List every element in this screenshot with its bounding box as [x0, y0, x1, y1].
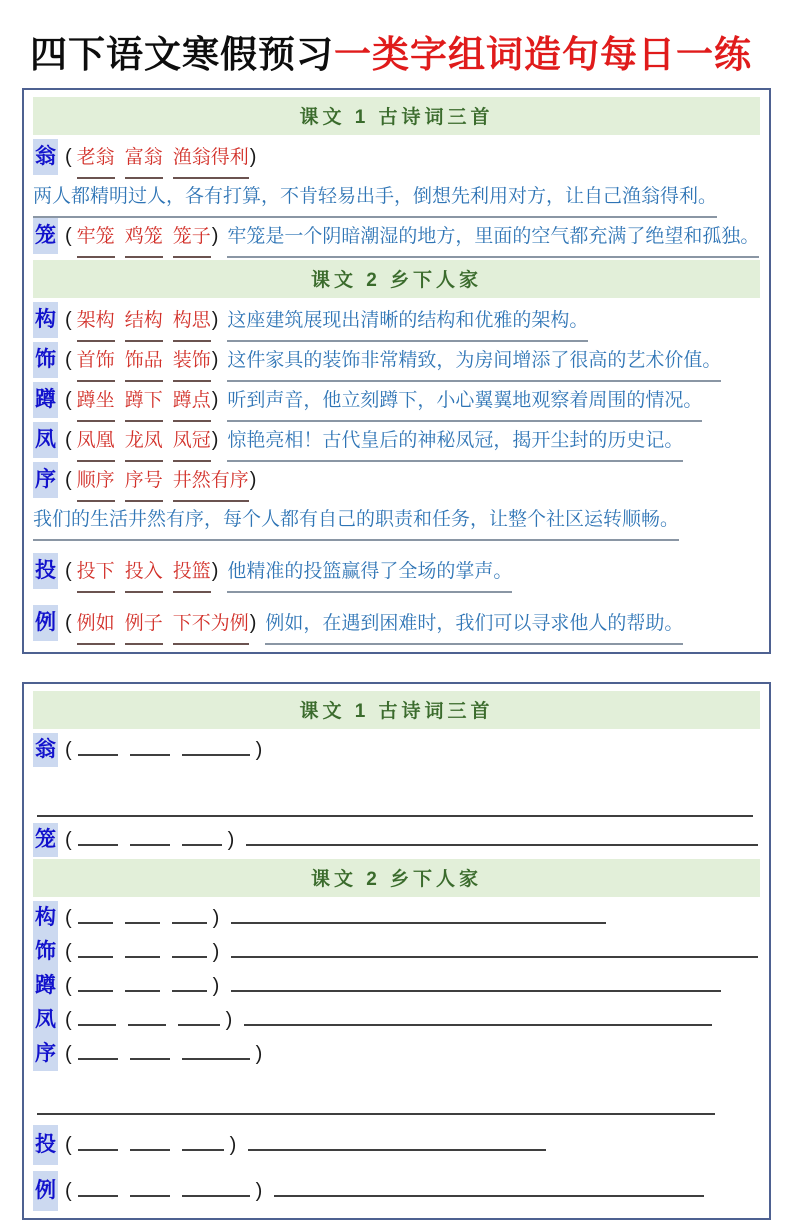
answer-blank[interactable]: [78, 1045, 118, 1060]
answer-blank[interactable]: [182, 1136, 224, 1151]
answer-blank[interactable]: [182, 1045, 250, 1060]
example-word: 结构: [125, 303, 163, 342]
answer-blank[interactable]: [125, 943, 160, 958]
section-header-lesson1: 课文 1 古诗词三首: [33, 97, 760, 135]
paren-close: ): [211, 560, 219, 582]
example-sentence: 例如，在遇到困难时，我们可以寻求他人的帮助。: [265, 606, 683, 645]
target-char: 例: [33, 1171, 58, 1211]
example-word: 凤冠: [173, 423, 211, 462]
paren-open: (: [65, 1180, 72, 1202]
sentence-write-line[interactable]: [248, 1135, 546, 1151]
paren-open: (: [65, 612, 72, 634]
practice-sheet-box: [22, 682, 771, 1220]
example-word: 凤凰: [77, 423, 115, 462]
answer-blank[interactable]: [78, 977, 113, 992]
example-sentence: 惊艳亮相！古代皇后的神秘凤冠，揭开尘封的历史记。: [227, 423, 683, 462]
example-word: 投篮: [173, 554, 211, 593]
example-word: 笼子: [173, 219, 211, 258]
example-word: 牢笼: [77, 219, 115, 258]
paren-open: (: [65, 429, 72, 451]
practice-row-feng: [31, 1003, 762, 1037]
example-sentence: 两人都精明过人，各有打算，不肯轻易出手，倒想先利用对方，让自己渔翁得利。: [33, 179, 717, 218]
target-char: 序: [33, 1037, 58, 1071]
target-char: 凤: [33, 422, 58, 458]
practice-row-tou: [31, 1125, 762, 1165]
target-char: 笼: [33, 218, 58, 254]
paren-close: ): [211, 349, 219, 371]
target-char: 饰: [33, 342, 58, 378]
example-word: 架构: [77, 303, 115, 342]
example-sentence-row: [31, 179, 762, 218]
example-sentence: 这座建筑展现出清晰的结构和优雅的架构。: [227, 303, 588, 342]
answer-blank[interactable]: [78, 1136, 118, 1151]
filled-sheet-box: [22, 88, 771, 654]
sentence-write-line[interactable]: [274, 1181, 704, 1197]
paren-open: (: [65, 739, 72, 761]
paren-close: ): [255, 739, 263, 761]
section-header-lesson2: 课文 2 乡下人家: [33, 859, 760, 897]
target-char: 蹲: [33, 382, 58, 418]
answer-blank[interactable]: [178, 1011, 220, 1026]
paren-open: (: [65, 225, 72, 247]
paren-close: ): [249, 146, 257, 168]
entry-row-shi: [31, 342, 762, 382]
target-char: 蹲: [33, 969, 58, 1003]
example-sentence: 听到声音，他立刻蹲下，小心翼翼地观察着周围的情况。: [227, 383, 702, 422]
target-char: 饰: [33, 935, 58, 969]
entry-row-feng: [31, 422, 762, 462]
paren-close: ): [211, 429, 219, 451]
example-word: 投入: [125, 554, 163, 593]
entry-row-tou: [31, 553, 762, 593]
section-header-lesson1: 课文 1 古诗词三首: [33, 691, 760, 729]
example-word: 投下: [77, 554, 115, 593]
answer-blank[interactable]: [128, 1011, 166, 1026]
example-sentence: 他精准的投篮赢得了全场的掌声。: [227, 554, 512, 593]
example-word: 渔翁得利: [173, 140, 249, 179]
entry-row-li: [31, 605, 762, 645]
example-sentence-row: [31, 502, 762, 541]
example-word: 例子: [125, 606, 163, 645]
answer-blank[interactable]: [172, 977, 207, 992]
paren-close: ): [212, 907, 220, 929]
example-sentence: 牢笼是一个阴暗潮湿的地方，里面的空气都充满了绝望和孤独。: [227, 219, 759, 258]
practice-row-long: [31, 823, 762, 857]
answer-blank[interactable]: [130, 831, 170, 846]
example-word: 首饰: [77, 343, 115, 382]
target-char: 翁: [33, 139, 58, 175]
paren-open: (: [65, 389, 72, 411]
example-word: 富翁: [125, 140, 163, 179]
title-highlight: 一类字组词造句每日一练: [334, 34, 752, 75]
page-title: [30, 24, 793, 78]
paren-open: (: [65, 560, 72, 582]
sentence-write-line[interactable]: [37, 1071, 715, 1115]
paren-open: (: [65, 1043, 72, 1065]
practice-row-dun: [31, 969, 762, 1003]
paren-close: ): [229, 1134, 237, 1156]
example-word: 鸡笼: [125, 219, 163, 258]
example-word: 顺序: [77, 463, 115, 502]
paren-open: (: [65, 1134, 72, 1156]
answer-blank[interactable]: [130, 1045, 170, 1060]
answer-blank[interactable]: [125, 977, 160, 992]
example-word: 老翁: [77, 140, 115, 179]
target-char: 序: [33, 462, 58, 498]
title-prefix: 四下语文寒假预习: [30, 34, 334, 75]
example-word: 井然有序: [173, 463, 249, 502]
answer-blank[interactable]: [78, 1011, 116, 1026]
paren-open: (: [65, 1009, 72, 1031]
sentence-write-line[interactable]: [244, 1010, 712, 1026]
paren-open: (: [65, 941, 72, 963]
example-word: 序号: [125, 463, 163, 502]
paren-open: (: [65, 309, 72, 331]
paren-close: ): [212, 941, 220, 963]
paren-open: (: [65, 975, 72, 997]
entry-row-weng: [31, 139, 762, 179]
answer-blank[interactable]: [78, 741, 118, 756]
entry-row-xu: [31, 462, 762, 502]
example-word: 蹲点: [173, 383, 211, 422]
example-word: 例如: [77, 606, 115, 645]
paren-close: ): [255, 1043, 263, 1065]
target-char: 笼: [33, 823, 58, 857]
target-char: 投: [33, 1125, 58, 1165]
paren-open: (: [65, 469, 72, 491]
paren-close: ): [249, 469, 257, 491]
paren-close: ): [211, 225, 219, 247]
target-char: 投: [33, 553, 58, 589]
answer-blank[interactable]: [172, 943, 207, 958]
paren-open: (: [65, 349, 72, 371]
example-word: 下不为例: [173, 606, 249, 645]
practice-row-weng: [31, 733, 762, 767]
entry-row-dun: [31, 382, 762, 422]
target-char: 凤: [33, 1003, 58, 1037]
target-char: 构: [33, 901, 58, 935]
answer-blank[interactable]: [182, 831, 222, 846]
answer-blank[interactable]: [182, 1182, 250, 1197]
answer-blank[interactable]: [78, 909, 113, 924]
example-word: 蹲下: [125, 383, 163, 422]
paren-close: ): [212, 975, 220, 997]
example-word: 构思: [173, 303, 211, 342]
sentence-write-line[interactable]: [231, 908, 606, 924]
target-char: 翁: [33, 733, 58, 767]
example-word: 蹲坐: [77, 383, 115, 422]
sentence-write-line[interactable]: [231, 942, 758, 958]
example-word: 装饰: [173, 343, 211, 382]
example-sentence: 我们的生活井然有序，每个人都有自己的职责和任务，让整个社区运转顺畅。: [33, 502, 679, 541]
sentence-write-line[interactable]: [231, 976, 721, 992]
paren-close: ): [255, 1180, 263, 1202]
answer-blank[interactable]: [130, 1136, 170, 1151]
paren-close: ): [227, 829, 235, 851]
answer-blank[interactable]: [130, 1182, 170, 1197]
answer-blank[interactable]: [125, 909, 160, 924]
example-word: 龙凤: [125, 423, 163, 462]
answer-blank[interactable]: [182, 741, 250, 756]
target-char: 构: [33, 302, 58, 338]
answer-blank[interactable]: [78, 831, 118, 846]
practice-row-shi: [31, 935, 762, 969]
sentence-write-line[interactable]: [37, 767, 753, 817]
paren-open: (: [65, 146, 72, 168]
answer-blank[interactable]: [78, 943, 113, 958]
practice-row-xu: [31, 1037, 762, 1071]
practice-row-gou: [31, 901, 762, 935]
sentence-write-line[interactable]: [246, 830, 758, 846]
entry-row-gou: [31, 302, 762, 342]
paren-close: ): [211, 309, 219, 331]
entry-row-long: [31, 218, 762, 258]
example-sentence: 这件家具的装饰非常精致，为房间增添了很高的艺术价值。: [227, 343, 721, 382]
answer-blank[interactable]: [172, 909, 207, 924]
practice-row-li: [31, 1171, 762, 1211]
paren-open: (: [65, 907, 72, 929]
target-char: 例: [33, 605, 58, 641]
section-header-lesson2: 课文 2 乡下人家: [33, 260, 760, 298]
answer-blank[interactable]: [78, 1182, 118, 1197]
answer-blank[interactable]: [130, 741, 170, 756]
paren-close: ): [225, 1009, 233, 1031]
paren-close: ): [249, 612, 257, 634]
paren-close: ): [211, 389, 219, 411]
paren-open: (: [65, 829, 72, 851]
example-word: 饰品: [125, 343, 163, 382]
